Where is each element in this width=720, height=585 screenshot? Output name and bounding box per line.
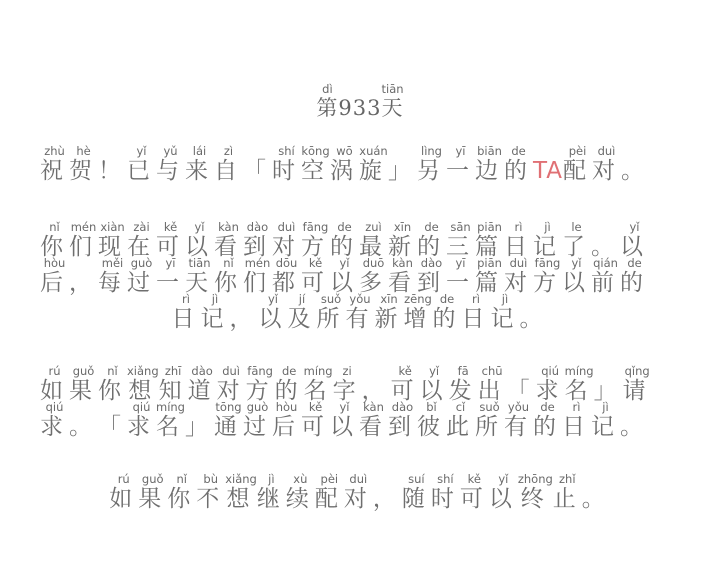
ruby-char: 。 xyxy=(591,234,620,260)
ruby-char: 记jì xyxy=(591,400,620,440)
ruby-char: 知zhī xyxy=(158,364,188,404)
page-title xyxy=(0,84,720,122)
ruby-char: 的de xyxy=(533,400,562,440)
ruby-char: 止zhǐ xyxy=(552,472,582,512)
ruby-char: 到dào xyxy=(243,220,272,260)
ruby-char: 的de xyxy=(620,256,649,296)
ruby-char: 「 xyxy=(98,414,127,440)
ruby-char: 以yǐ xyxy=(258,292,288,332)
ruby-char: 可kě xyxy=(459,472,489,512)
ruby-char: 过guò xyxy=(243,400,272,440)
ruby-char: ， xyxy=(361,378,391,404)
ruby-char: 想xiǎng xyxy=(127,364,159,404)
ruby-char: 对duì xyxy=(216,364,246,404)
ruby-char: 后hòu xyxy=(272,400,301,440)
ruby-char: 可kě xyxy=(390,364,420,404)
ruby-char: 前qián xyxy=(591,256,620,296)
ruby-char: 方fāng xyxy=(301,220,330,260)
ruby-char: 出chū xyxy=(477,364,507,404)
ruby-char: 。 xyxy=(69,414,98,440)
ruby-char: 的de xyxy=(432,292,462,332)
text-line xyxy=(0,294,720,333)
ruby-char: 发fā xyxy=(448,364,478,404)
ruby-char: 有yǒu xyxy=(504,400,533,440)
ruby-char: 名míng xyxy=(303,364,333,404)
ruby-char: 「 xyxy=(506,378,536,404)
ruby-char: 。 xyxy=(519,306,549,332)
ruby-char: 日rì xyxy=(562,400,591,440)
ruby-char: 祝zhù xyxy=(40,144,69,184)
ruby-char: 字zi xyxy=(332,364,362,404)
ruby-char: 已yǐ xyxy=(127,144,156,184)
ruby-char: 可kě xyxy=(301,256,330,296)
ruby-char: 看kàn xyxy=(359,400,388,440)
ruby-char: 到dào xyxy=(388,400,417,440)
ruby-char: 自zì xyxy=(214,144,243,184)
ruby-char: 增zēng xyxy=(403,292,433,332)
ruby-char: 求qiú xyxy=(535,364,565,404)
ruby-char: 以yǐ xyxy=(419,364,449,404)
ruby-char: 以yǐ xyxy=(330,400,359,440)
ruby-char: 记jì xyxy=(200,292,230,332)
ruby-char: 日rì xyxy=(171,292,201,332)
ruby-char: 们mén xyxy=(243,256,272,296)
ruby-char: 终zhōng xyxy=(517,472,553,512)
ruby-char: 你nǐ xyxy=(214,256,243,296)
ruby-char: 以yǐ xyxy=(620,220,649,260)
ruby-char: 在zài xyxy=(127,220,156,260)
ruby-char: 贺hè xyxy=(69,144,98,184)
ruby-char: 看kàn xyxy=(388,256,417,296)
text-line xyxy=(0,474,720,513)
ruby-char: 你nǐ xyxy=(98,364,127,404)
ruby-char: ！ xyxy=(98,158,127,184)
ruby-char: 天tiān xyxy=(185,256,214,296)
ruby-char: ， xyxy=(229,306,259,332)
ruby-char: 以yǐ xyxy=(488,472,518,512)
ruby-char: 现xiàn xyxy=(98,220,127,260)
ruby-char: 过guò xyxy=(127,256,156,296)
ruby-char: 空kōng xyxy=(301,144,330,184)
ruby-char: 以yǐ xyxy=(185,220,214,260)
text-line xyxy=(0,146,720,185)
ruby-char: 的de xyxy=(417,220,446,260)
ruby-char: 一yī xyxy=(446,256,475,296)
ruby-char: 933 xyxy=(338,96,382,120)
partner-label: TA xyxy=(533,158,563,184)
ruby-char: 篇piān xyxy=(475,220,504,260)
ruby-char: 彼bǐ xyxy=(417,400,446,440)
ruby-char: 多duō xyxy=(359,256,388,296)
ruby-char: 求qiú xyxy=(127,400,156,440)
ruby-char: 此cǐ xyxy=(446,400,475,440)
ruby-char: 。 xyxy=(621,158,650,184)
ruby-char: 请qǐng xyxy=(622,364,652,404)
ruby-char: 涡wō xyxy=(330,144,359,184)
ruby-char: 的de xyxy=(330,220,359,260)
ruby-char: 记jì xyxy=(490,292,520,332)
ruby-char: 来lái xyxy=(185,144,214,184)
ruby-char: 「 xyxy=(243,158,272,184)
ruby-char: 一yī xyxy=(156,256,185,296)
ruby-char: 如rú xyxy=(109,472,139,512)
ruby-char: 」 xyxy=(185,414,214,440)
ruby-char: 。 xyxy=(581,486,611,512)
ruby-char: 到dào xyxy=(417,256,446,296)
ruby-char: 对duì xyxy=(504,256,533,296)
ruby-char: 时shí xyxy=(430,472,460,512)
ruby-char: 所suǒ xyxy=(475,400,504,440)
ruby-char: 以yǐ xyxy=(330,256,359,296)
ruby-char: 续xù xyxy=(285,472,315,512)
ruby-char: ， xyxy=(69,270,98,296)
ruby-char: 。 xyxy=(620,414,649,440)
ruby-char: 时shí xyxy=(272,144,301,184)
ruby-char: 方fāng xyxy=(533,256,562,296)
ruby-char: 随suí xyxy=(401,472,431,512)
ruby-char: 对duì xyxy=(272,220,301,260)
ruby-char: 果guǒ xyxy=(69,364,98,404)
ruby-char: 配pèi xyxy=(563,144,592,184)
ruby-char: 最zuì xyxy=(359,220,388,260)
ruby-char: 第dì xyxy=(316,82,339,120)
ruby-char: 对duì xyxy=(343,472,373,512)
ruby-char: 的de xyxy=(504,144,533,184)
ruby-char: 如rú xyxy=(40,364,69,404)
ruby-char: 每měi xyxy=(98,256,127,296)
ruby-char: 果guǒ xyxy=(138,472,168,512)
ruby-char: 所suǒ xyxy=(316,292,346,332)
ruby-char: 后hòu xyxy=(40,256,69,296)
ruby-char: 边biān xyxy=(475,144,504,184)
ruby-char: 另lìng xyxy=(417,144,446,184)
ruby-char: 你nǐ xyxy=(167,472,197,512)
ruby-char: 天tiān xyxy=(381,82,404,120)
ruby-char: 求qiú xyxy=(40,400,69,440)
ruby-char: 记jì xyxy=(533,220,562,260)
ruby-char: 方fāng xyxy=(245,364,275,404)
ruby-char: 三sān xyxy=(446,220,475,260)
ruby-char: 」 xyxy=(388,158,417,184)
ruby-char: 了le xyxy=(562,220,591,260)
ruby-char: 」 xyxy=(593,378,623,404)
ruby-char: 们mén xyxy=(69,220,98,260)
ruby-char: 以yǐ xyxy=(562,256,591,296)
ruby-char: 及jí xyxy=(287,292,317,332)
ruby-char: 道dào xyxy=(187,364,217,404)
ruby-char: 继jì xyxy=(256,472,286,512)
ruby-char: 可kě xyxy=(156,220,185,260)
ruby-char: 日rì xyxy=(504,220,533,260)
ruby-char: 与yǔ xyxy=(156,144,185,184)
ruby-char: 都dōu xyxy=(272,256,301,296)
ruby-char: 一yī xyxy=(446,144,475,184)
ruby-char: 日rì xyxy=(461,292,491,332)
ruby-char: 名míng xyxy=(564,364,594,404)
ruby-char: 可kě xyxy=(301,400,330,440)
ruby-char: 新xīn xyxy=(388,220,417,260)
ruby-char: 看kàn xyxy=(214,220,243,260)
text-line xyxy=(0,402,720,441)
ruby-char: 配pèi xyxy=(314,472,344,512)
ruby-char: 新xīn xyxy=(374,292,404,332)
ruby-char: 你nǐ xyxy=(40,220,69,260)
ruby-char: 篇piān xyxy=(475,256,504,296)
ruby-char: 对duì xyxy=(592,144,621,184)
ruby-char: 名míng xyxy=(156,400,185,440)
ruby-char: 不bù xyxy=(196,472,226,512)
ruby-char: 通tōng xyxy=(214,400,243,440)
ruby-char: 的de xyxy=(274,364,304,404)
ruby-char: 想xiǎng xyxy=(225,472,257,512)
ruby-char: 有yǒu xyxy=(345,292,375,332)
ruby-char: ， xyxy=(372,486,402,512)
ruby-char: 旋xuán xyxy=(359,144,388,184)
